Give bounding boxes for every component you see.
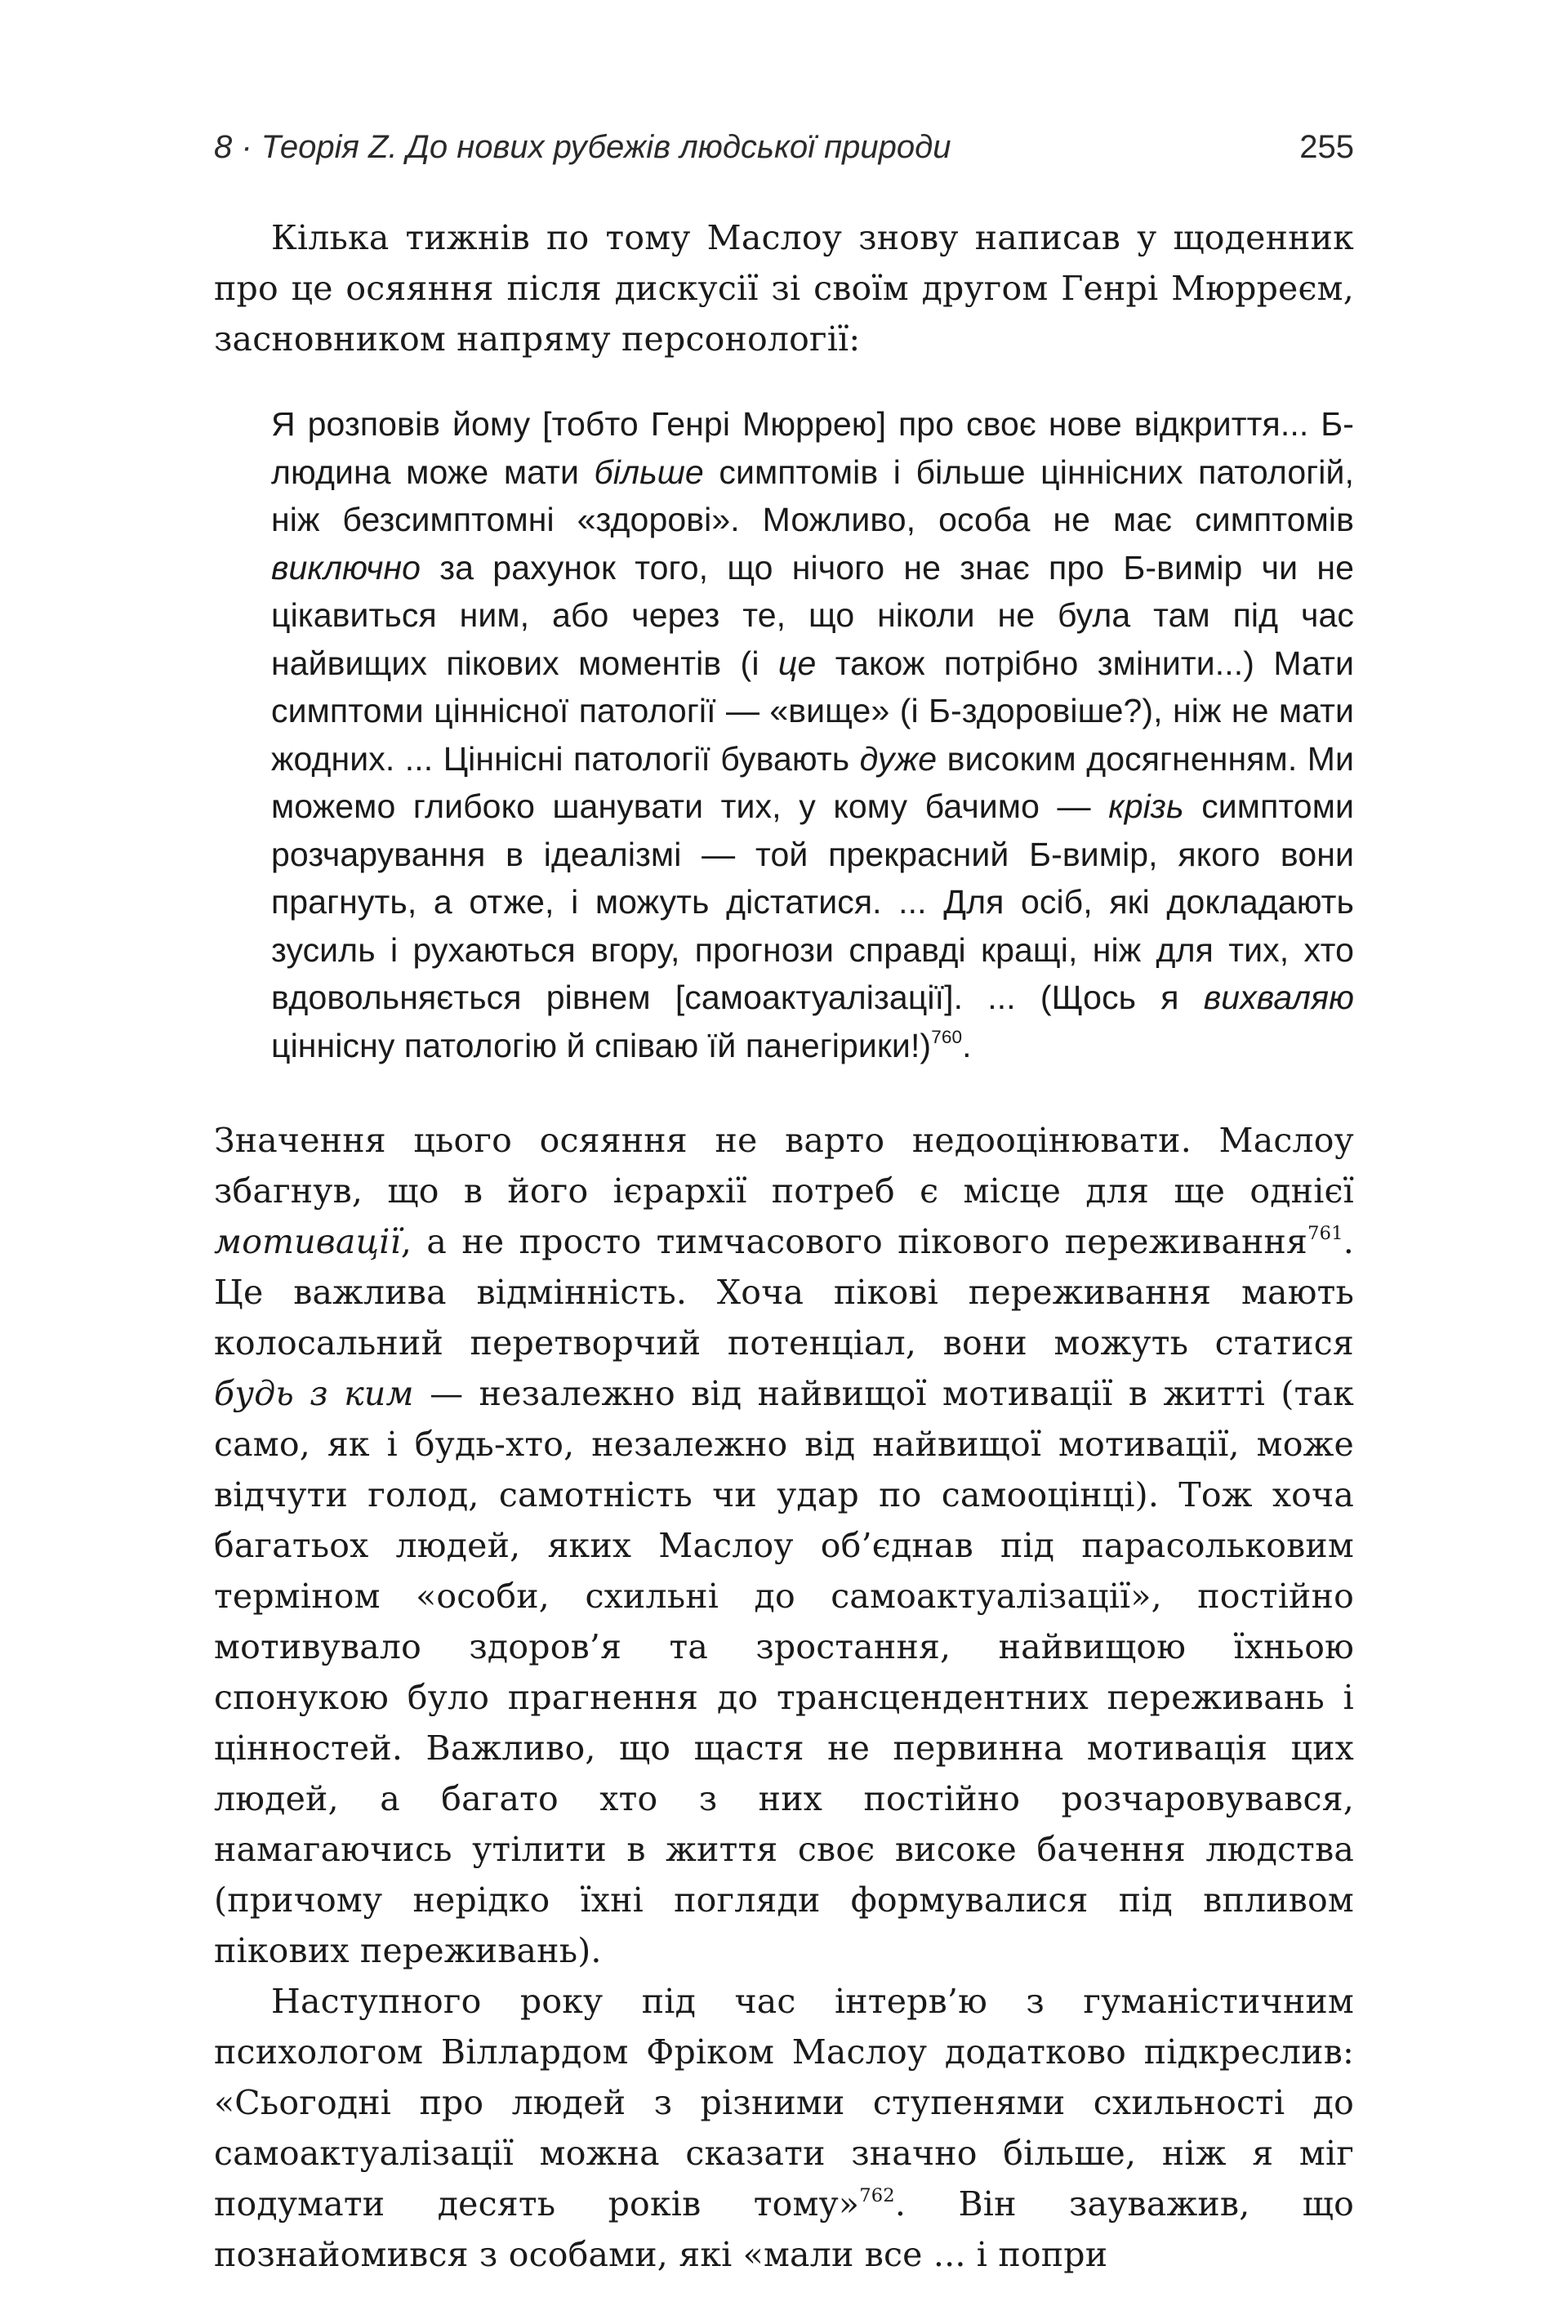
quote-emphasis: це (777, 644, 817, 682)
emphasis: мотивації (214, 1222, 401, 1261)
quote-text: симптомів і більше ціннісних патологій, ніж безсимптомні «здорові». Можливо, особа не має симптомів (271, 453, 1354, 538)
quote-text: високим досягненням. Ми можемо глибоко шанувати тих, у кому бачимо — (271, 739, 1354, 825)
quote-emphasis: вихваляю (1203, 979, 1354, 1016)
quote-text: також потрібно змінити...) Мати симптоми ціннісної патології — «вище» (і Б-здоровіше?), ніж не мати жодних. ... Ціннісні патології бувають (271, 644, 1354, 778)
paragraph-text: . Це важлива відмінність. Хоча пікові переживання мають колосальний перетворчий потенціал, вони можуть статися (214, 1222, 1354, 1363)
paragraph-text: . Він зауважив, що познайомився з особами, які «мали все ... і попри (214, 2184, 1355, 2274)
quote-text: Я розповів йому [тобто Генрі Мюррею] про своє нове відкриття... Б-людина може мати (271, 405, 1354, 491)
paragraph-text: — незалежно від найвищої мотивації в житті (так само, як і будь-хто, незалежно від найвищої мотивації, може відчути голод, самотність чи удар по самооцінці). Тож хоча багатьох людей, яких Маслоу об’єднав під парасольковим терміном «особи, схильні до самоактуалізації», постійно мотивувало здоров’я та зростання, найвищою їхньою спонукою було прагнення до трансцендентних переживань і цінностей. Важливо, що щастя не первинна мотивація цих людей, а багато хто з них постійно розчаровувався, намагаючись утілити в життя своє високе бачення людства (причому нерідко їхні погляди формувалися під впливом пікових переживань). (214, 1374, 1354, 1970)
quote-emphasis: виключно (271, 548, 421, 587)
emphasis: будь з ким (214, 1374, 414, 1413)
quote-emphasis: крізь (1108, 787, 1184, 825)
quote-emphasis: більше (594, 453, 704, 491)
paragraph-intro (214, 212, 1354, 364)
footnote-ref-760: 760 (931, 1026, 963, 1047)
paragraph-text: , а не просто тимчасового пікового переживання (400, 1222, 1308, 1261)
quote-text: . (962, 1026, 972, 1064)
running-head (214, 129, 1354, 178)
quote-emphasis: дуже (859, 739, 938, 778)
quote-text: симптоми розчарування в ідеалізмі — той прекрасний Б-вимір, якого вони прагнуть, а отже, і можуть дістатися. ... Для осіб, які докладають зусиль і рухаються вгору, прогнози справді кращі, ніж для тих, хто вдовольняється рівнем [самоактуалізації]. ... (Щось я (271, 787, 1354, 1016)
chapter-title: 8 · Теорія Z. До нових рубежів людської природи (214, 129, 951, 165)
page-number: 255 (1299, 129, 1354, 165)
paragraph-significance (214, 1115, 1354, 1976)
paragraph-text: Наступного року під час інтерв’ю з гуманістичним психологом Віллардом Фріком Маслоу додатково підкреслив: «Сьогодні про людей з різними ступенями схильності до самоактуалізації можна сказати значно більше, ніж я міг подумати десять років тому» (214, 1982, 1354, 2224)
paragraph-interview (214, 1976, 1354, 2280)
text-block (214, 212, 1354, 2280)
paragraph-text: Кілька тижнів по тому Маслоу знову написав у щоденник про це осяяння після дискусії зі своїм другом Генрі Мюрреєм, засновником напряму персонології: (214, 218, 1354, 359)
footnote-ref-762: 762 (859, 2185, 895, 2207)
quote-text: за рахунок того, що нічого не знає про Б-вимір чи не цікавиться ним, або через те, що ніколи не була там під час найвищих пікових моментів (і (271, 548, 1354, 682)
footnote-ref-761: 761 (1307, 1223, 1343, 1245)
block-quote (271, 400, 1354, 1069)
quote-text: ціннісну патологію й співаю їй панегірики!) (271, 1026, 932, 1064)
paragraph-text: Значення цього осяяння не варто недооцінювати. Маслоу збагнув, що в його ієрархії потреб є місце для ще однієї (214, 1121, 1354, 1211)
